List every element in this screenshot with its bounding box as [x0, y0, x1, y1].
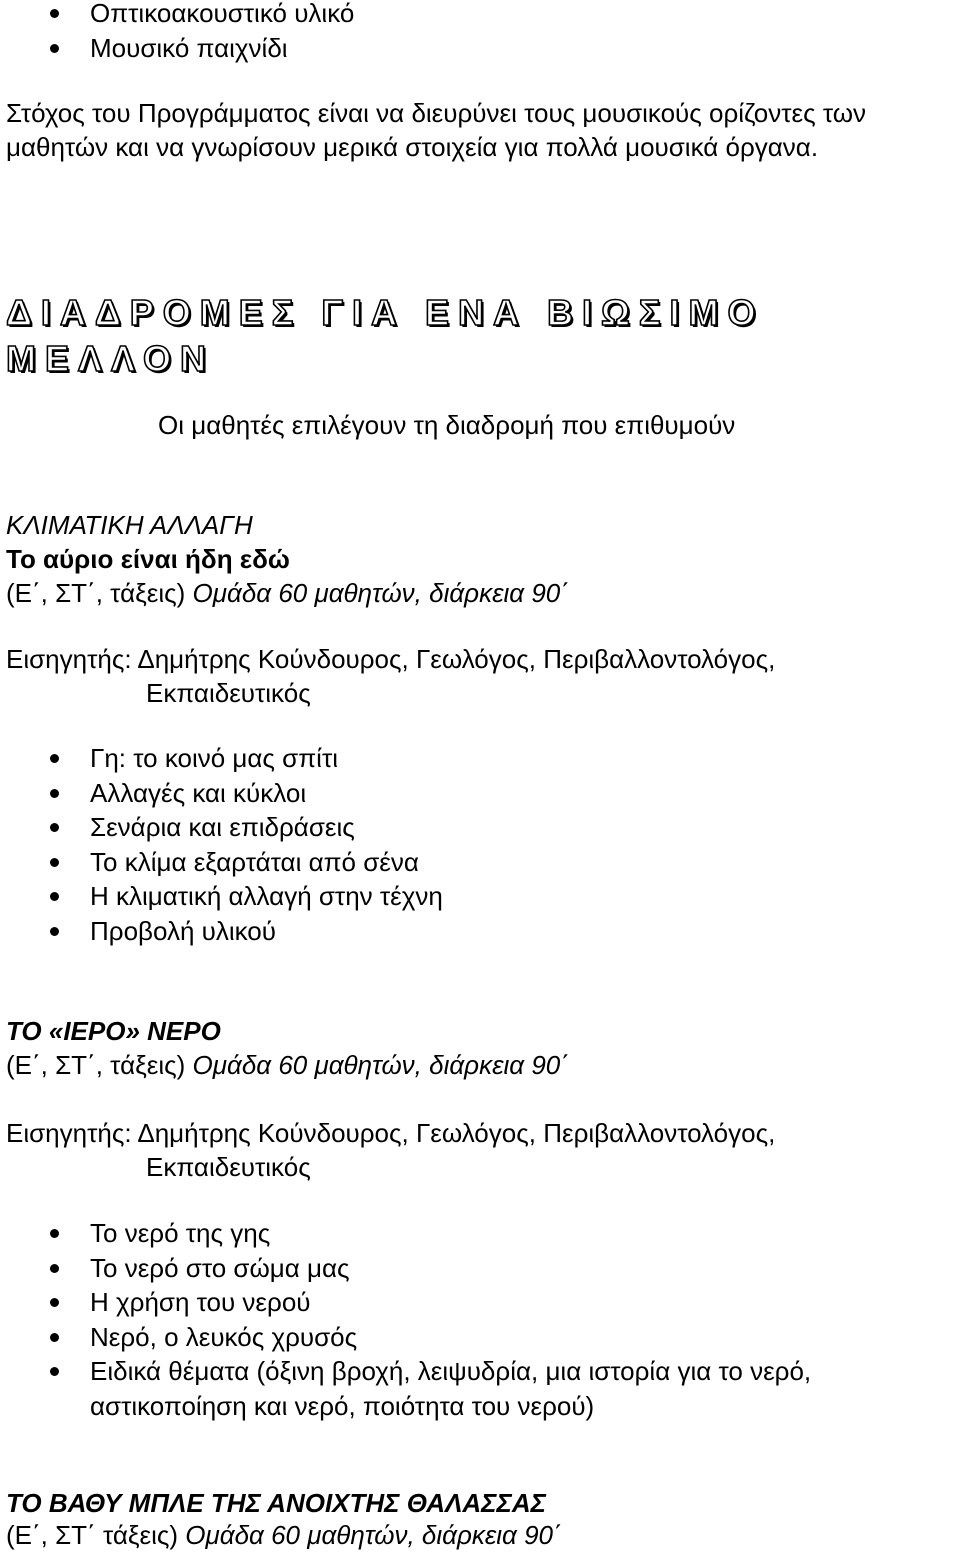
- bullet-icon: [50, 9, 59, 18]
- goal-text-line2: μαθητών και να γνωρίσουν μερικά στοιχεία για πολλά μουσικά όργανα.: [6, 132, 819, 162]
- list-item-text: Νερό, ο λευκός χρυσός: [90, 1321, 358, 1352]
- list-item-text: Γη: το κοινό μας σπίτι: [90, 743, 338, 773]
- goal-text-line1: Στόχος του Προγράμματος είναι να διευρύνει τους μουσικούς ορίζοντες των: [6, 98, 867, 128]
- section1-speaker-line2: Εκπαιδευτικός: [146, 678, 311, 708]
- list-item: [0, 1285, 930, 1320]
- section1-meta-grades: (Ε΄, ΣΤ΄, τάξεις): [6, 578, 193, 608]
- list-item: [0, 845, 443, 880]
- list-item-text: Προβολή υλικού: [90, 915, 276, 946]
- list-item: [0, 0, 354, 31]
- section2-speaker-line2: Εκπαιδευτικός: [146, 1152, 311, 1182]
- list-item: [0, 1320, 930, 1355]
- list-item: [0, 914, 443, 949]
- list-item-text: Το νερό της γης: [90, 1218, 271, 1248]
- list-item-text: Σενάρια και επιδράσεις: [90, 812, 355, 843]
- list-item-text-line1: Ειδικά θέματα (όξινη βροχή, λειψυδρία, μια ιστορία για το νερό,: [90, 1356, 812, 1387]
- list-item: [0, 810, 443, 845]
- section1-topics-list: [0, 741, 443, 949]
- list-item-text-line2: αστικοποίηση και νερό, ποιότητα του νερού): [90, 1390, 595, 1421]
- bullet-icon: [50, 892, 59, 901]
- section3-title: ΤΟ ΒΑΘΥ ΜΠΛΕ ΤΗΣ ΑΝΟΙΧΤΗΣ ΘΑΛΑΣΣΑΣ: [6, 1488, 546, 1518]
- list-item-text: Οπτικοακουστικό υλικό: [90, 0, 355, 28]
- section3-meta-group: Ομάδα 60 μαθητών, διάρκεια 90΄: [185, 1520, 562, 1550]
- list-item: [0, 1354, 930, 1423]
- section2-meta: [6, 1048, 569, 1082]
- section2-title: ΤΟ «ΙΕΡΟ» ΝΕΡΟ: [6, 1016, 221, 1046]
- section2-topics-list: [0, 1216, 930, 1424]
- bullet-icon: [50, 789, 59, 798]
- section3-meta-grades: (Ε΄, ΣΤ΄ τάξεις): [6, 1520, 186, 1550]
- list-item: [0, 1251, 930, 1286]
- top-bullet-list: [0, 0, 354, 65]
- list-item: [0, 741, 443, 776]
- bullet-icon: [50, 754, 59, 763]
- section2-meta-group: Ομάδα 60 μαθητών, διάρκεια 90΄: [192, 1050, 569, 1080]
- list-item-text: Μουσικό παιχνίδι: [90, 32, 288, 63]
- bullet-icon: [50, 1264, 59, 1273]
- section2-meta-grades: (Ε΄, ΣΤ΄, τάξεις): [6, 1050, 193, 1080]
- bullet-icon: [50, 1333, 59, 1342]
- list-item: [0, 879, 443, 914]
- section1-speaker-line1: Εισηγητής: Δημήτρης Κούνδουρος, Γεωλόγος, Περιβαλλοντολόγος,: [6, 644, 776, 674]
- section1-meta-group: Ομάδα 60 μαθητών, διάρκεια 90΄: [192, 578, 569, 608]
- list-item-text: Το κλίμα εξαρτάται από σένα: [90, 846, 419, 877]
- list-item-text: Η κλιματική αλλαγή στην τέχνη: [90, 881, 443, 912]
- list-item-text: Αλλαγές και κύκλοι: [90, 777, 307, 808]
- bullet-icon: [50, 1367, 59, 1376]
- bullet-icon: [50, 44, 59, 53]
- section1-meta: [6, 576, 569, 610]
- list-item: [0, 31, 354, 66]
- section1-title: ΚΛΙΜΑΤΙΚΗ ΑΛΛΑΓΗ: [6, 510, 253, 540]
- bullet-icon: [50, 823, 59, 832]
- bullet-icon: [50, 1229, 59, 1238]
- list-item: [0, 776, 443, 811]
- main-heading-line1: ΔΙΑΔΡΟΜΕΣ ΓΙΑ ΕΝΑ ΒΙΩΣΙΜΟ: [6, 292, 765, 333]
- bullet-icon: [50, 927, 59, 936]
- section1-subtitle: Το αύριο είναι ήδη εδώ: [6, 544, 290, 574]
- bullet-icon: [50, 858, 59, 867]
- list-item-text: Η χρήση του νερού: [90, 1287, 311, 1318]
- bullet-icon: [50, 1298, 59, 1307]
- section2-speaker-line1: Εισηγητής: Δημήτρης Κούνδουρος, Γεωλόγος, Περιβαλλοντολόγος,: [6, 1118, 776, 1148]
- list-item: [0, 1216, 930, 1251]
- section3-meta: [6, 1518, 562, 1552]
- page-subtitle: Οι μαθητές επιλέγουν τη διαδρομή που επιθυμούν: [158, 410, 736, 440]
- list-item-text: Το νερό στο σώμα μας: [90, 1252, 350, 1283]
- main-heading-line2: ΜΕΛΛΟΝ: [6, 338, 216, 379]
